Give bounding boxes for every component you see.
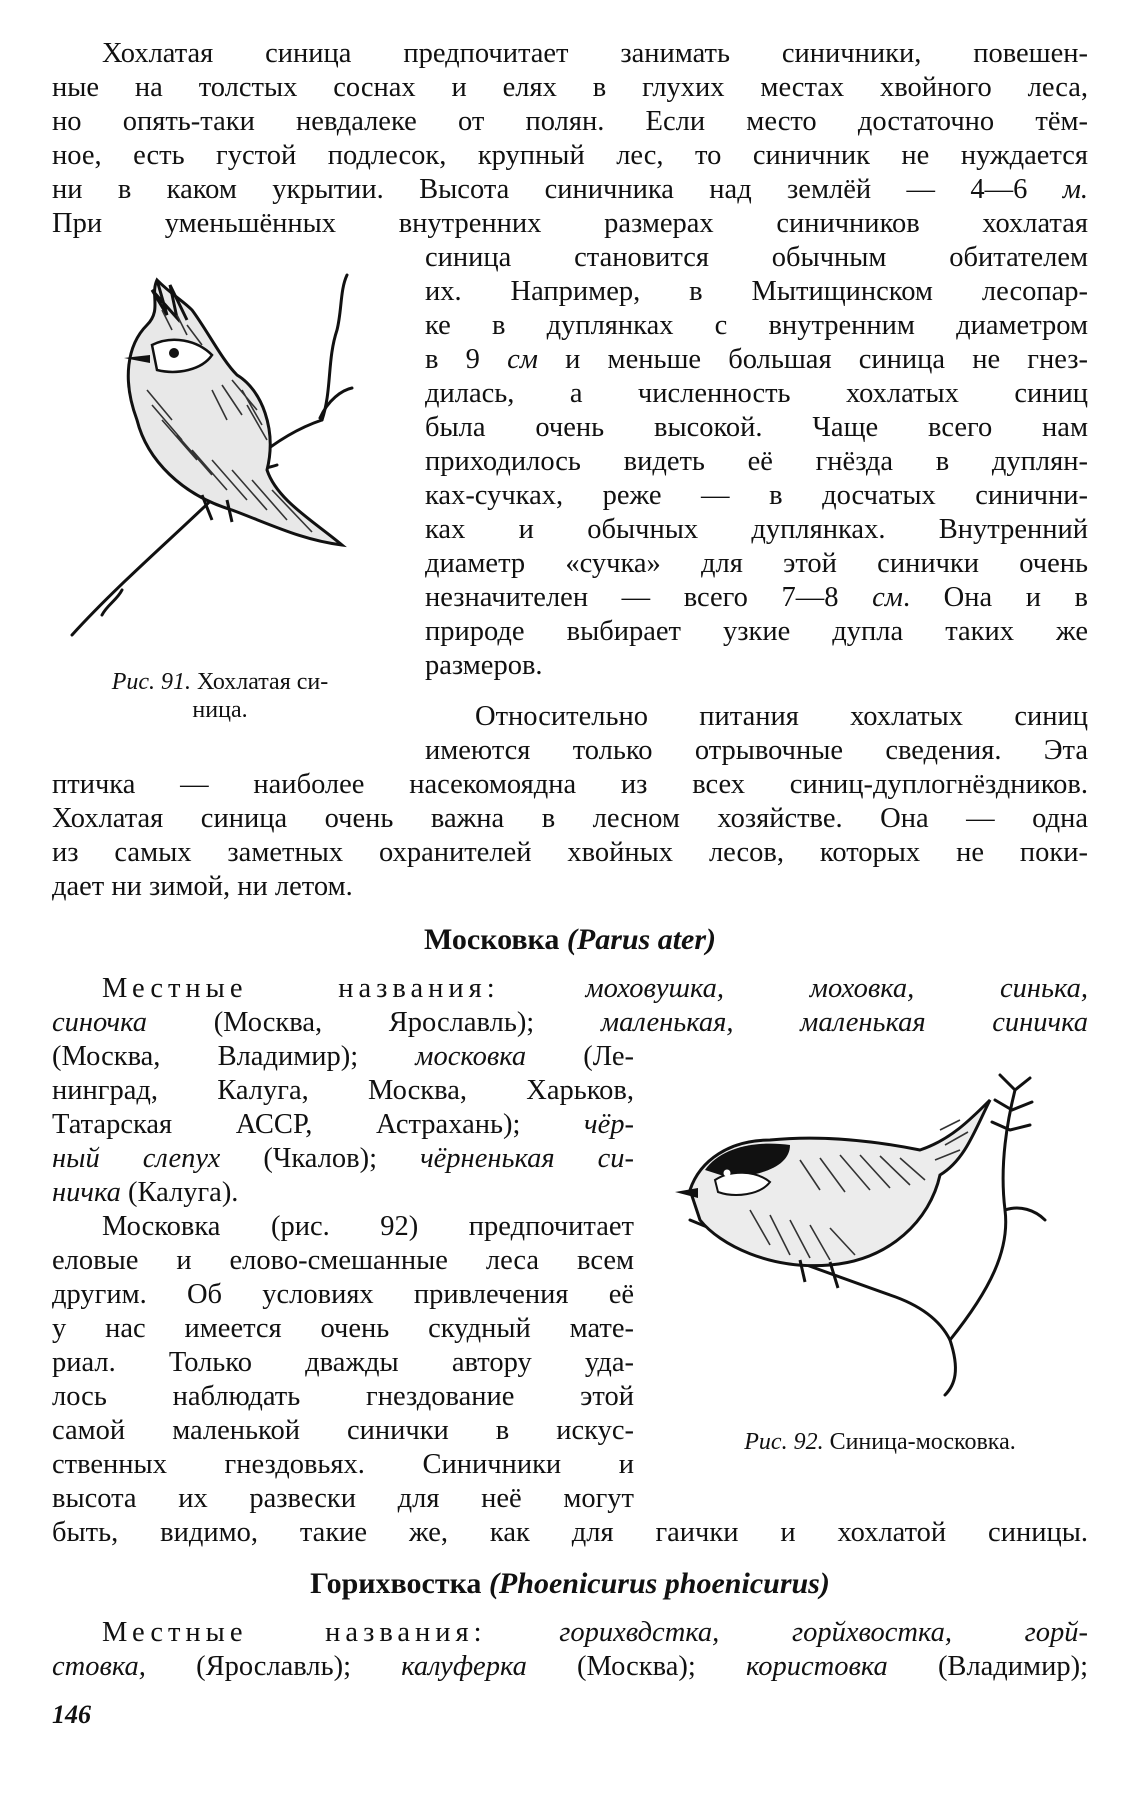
text-line: ные на толстых соснах и елях в глухих местах хвойного леса,: [52, 72, 1088, 103]
text-line: размеров.: [425, 650, 543, 681]
text-line: ничка (Калуга).: [52, 1177, 239, 1208]
text-line: нинград, Калуга, Москва, Харьков,: [52, 1075, 634, 1106]
text-line: высота их развески для неё могут: [52, 1483, 634, 1514]
text-line: еловые и елово-смешанные леса всем: [52, 1245, 634, 1276]
text-line: у нас имеется очень скудный мате-: [52, 1313, 634, 1344]
text-line: природе выбирает узкие дупла таких же: [425, 616, 1088, 647]
text-line: При уменьшённых внутренних размерах синичников хохлатая: [52, 208, 1088, 239]
crested-tit-illustration: [62, 270, 362, 640]
section-heading-gorikhvostka: Горихвостка (Phoenicurus phoenicurus): [310, 1567, 830, 1600]
text-line: стовка, (Ярославль); калуферка (Москва); користовка (Владимир);: [52, 1651, 1089, 1682]
figure-91-caption: Рис. 91. Хохлатая си- ница.: [111, 669, 329, 723]
text-line: Татарская АССР, Астрахань); чёр-: [52, 1109, 635, 1140]
text-line: Относительно питания хохлатых синиц: [475, 701, 1088, 732]
text-line: Местные названия: горихвдстка, горйхвостка, горй-: [102, 1617, 1088, 1648]
text-line: ный слепух (Чкалов); чёрненькая си-: [52, 1143, 634, 1174]
text-line: птичка — наиболее насекомоядна из всех синиц-дуплогнёздников.: [52, 769, 1088, 800]
text-line: (Москва, Владимир); московка (Ле-: [52, 1041, 635, 1072]
text-line: синица становится обычным обитателем: [425, 242, 1088, 273]
text-line: синочка (Москва, Ярославль); маленькая, маленькая синичка: [52, 1007, 1088, 1038]
text-line: была очень высокой. Чаще всего нам: [425, 412, 1088, 443]
text-line: ках и обычных дуплянках. Внутренний: [425, 514, 1088, 545]
text-line: Хохлатая синица очень важна в лесном хозяйстве. Она — одна: [52, 803, 1088, 834]
text-line: другим. Об условиях привлечения её: [52, 1279, 634, 1310]
coal-tit-illustration: [670, 1070, 1080, 1400]
text-line: из самых заметных охранителей хвойных лесов, которых не поки-: [52, 837, 1088, 868]
page-number: 146: [52, 1700, 91, 1729]
text-line: диаметр «сучка» для этой синички очень: [425, 548, 1088, 579]
text-line: ни в каком укрытии. Высота синичника над землёй — 4—6 м.: [52, 174, 1089, 205]
text-line: ке в дуплянках с внутренним диаметром: [425, 310, 1088, 341]
text-line: Местные названия: моховушка, моховка, синька,: [102, 973, 1088, 1004]
text-line: в 9 см и меньше большая синица не гнез-: [425, 344, 1088, 375]
text-line: дилась, а численность хохлатых синиц: [425, 378, 1088, 409]
text-line: их. Например, в Мытищинском лесопар-: [425, 276, 1088, 307]
text-line: ках-сучках, реже — в досчатых синични-: [425, 480, 1088, 511]
text-line: имеются только отрывочные сведения. Эта: [425, 735, 1088, 766]
text-line: ственных гнездовьях. Синичники и: [52, 1449, 634, 1480]
text-line: быть, видимо, такие же, как для гаички и хохлатой синицы.: [52, 1517, 1088, 1548]
text-line: дает ни зимой, ни летом.: [52, 871, 353, 902]
text-line: но опять-таки невдалеке от полян. Если место достаточно тём-: [52, 106, 1088, 137]
text-line: приходилось видеть её гнёзда в дуплян-: [425, 446, 1088, 477]
figure-label: Рис. 91.: [111, 669, 192, 695]
text-line: ное, есть густой подлесок, крупный лес, то синичник не нуждается: [52, 140, 1088, 171]
text-line: риал. Только дважды автору уда-: [52, 1347, 634, 1378]
text-line: Хохлатая синица предпочитает занимать синичники, повешен-: [102, 38, 1088, 69]
text-line: лось наблюдать гнездование этой: [52, 1381, 634, 1412]
figure-label: Рис. 92.: [744, 1429, 824, 1455]
text-line: самой маленькой синички в искус-: [52, 1415, 634, 1446]
section-heading-moskovka: Московка (Parus ater): [423, 923, 717, 956]
text-line: Московка (рис. 92) предпочитает: [102, 1211, 634, 1242]
text-line: незначителен — всего 7—8 см. Она и в: [425, 582, 1089, 613]
figure-92-caption: Рис. 92. Синица-московка.: [744, 1429, 1016, 1455]
